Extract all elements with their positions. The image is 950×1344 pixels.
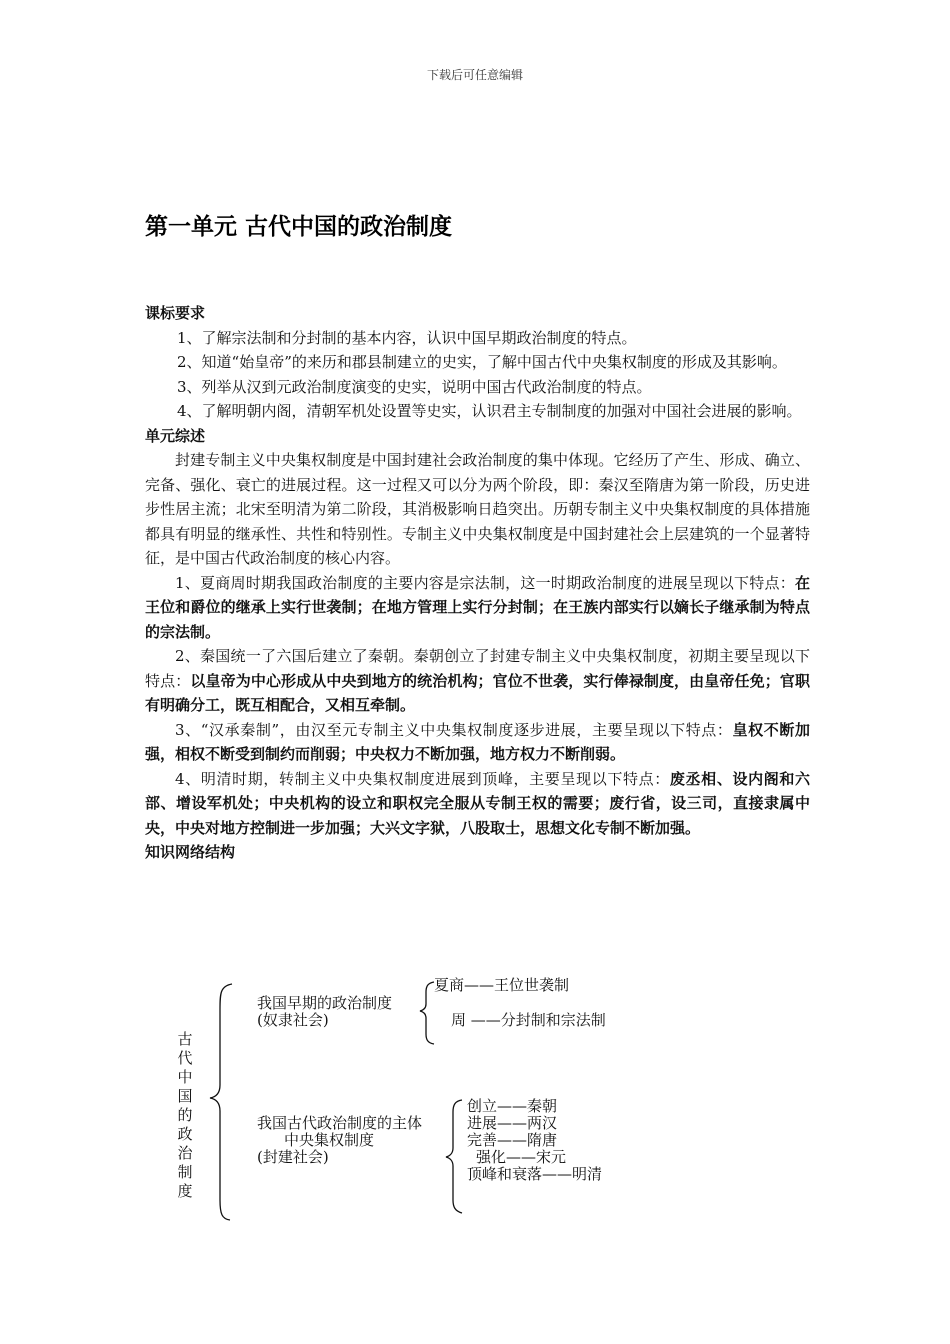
main-label: 我国古代政治制度的主体: [257, 1114, 423, 1132]
main-item: 顶峰和衰落——明清: [467, 1165, 603, 1183]
overview-point: [145, 571, 810, 645]
early-item: 周 ——分封制和宗法制: [451, 1011, 606, 1029]
main-brace: [446, 1100, 462, 1213]
document-body: [145, 301, 810, 865]
main-item: 完善——隋唐: [467, 1131, 558, 1149]
point-text: 3、“汉承秦制”，由汉至元专制主义中央集权制度逐步进展，主要呈现以下特点：: [175, 720, 733, 739]
main-sublabel: 中央集权制度: [284, 1131, 375, 1149]
root-brace: [210, 984, 232, 1220]
main-item: 强化——宋元: [476, 1148, 567, 1166]
point-emphasis: 以皇帝为中心形成从中央到地方的统治机构；官位不世袭，实行俸禄制度，由皇帝任免；官职有明确分工，既互相配合，又相互牵制。: [145, 671, 810, 714]
requirements-heading: 课标要求: [145, 304, 206, 322]
early-item: 夏商——王位世袭制: [434, 976, 570, 994]
main-item: 进展——两汉: [467, 1114, 558, 1132]
page-header: 下载后可任意编辑: [426, 68, 523, 82]
requirement-item: 4、了解明朝内阁，清朝军机处设置等史实，认识君主专制制度的加强对中国社会进展的影响。: [177, 402, 802, 420]
point-text: 2、秦国统一了六国后建立了秦朝。秦朝创立了封建专制主义中央集权制度，初期主要呈现以下特点：: [145, 647, 810, 690]
early-label: 我国早期的政治制度: [257, 994, 393, 1012]
requirement-item: 3、列举从汉到元政治制度演变的史实，说明中国古代政治制度的特点。: [177, 377, 652, 396]
main-item: 创立——秦朝: [467, 1097, 558, 1115]
point-text: 1、夏商周时期我国政治制度的主要内容是宗法制，这一时期政治制度的进展呈现以下特点：: [175, 573, 795, 592]
page-title: 第一单元 古代中国的政治制度: [145, 214, 453, 240]
network-heading: 知识网络结构: [145, 843, 236, 861]
early-brace: [420, 982, 434, 1044]
network-root: 古代中国的政治制度: [177, 1030, 193, 1200]
requirement-item: 1、了解宗法制和分封制的基本内容，认识中国早期政治制度的特点。: [177, 328, 637, 347]
overview-point: [145, 644, 810, 718]
point-emphasis: 皇权不断加强，相权不断受到制约而削弱；中央权力不断加强，地方权力不断削弱。: [145, 720, 810, 763]
point-text: 4、明清时期，转制主义中央集权制度进展到顶峰，主要呈现以下特点：: [175, 769, 670, 788]
overview-heading: 单元综述: [145, 426, 206, 445]
point-emphasis: 在王位和爵位的继承上实行世袭制；在地方管理上实行分封制；在王族内部实行以嫡长子继承制为特点的宗法制。: [145, 573, 810, 641]
requirement-item: 2、知道“始皇帝”的来历和郡县制建立的史实，了解中国古代中央集权制度的形成及其影响。: [177, 353, 787, 371]
point-emphasis: 废丞相、设内阁和六部、增设军机处；中央机构的设立和职权完全服从专制王权的需要；废行省，设三司，直接隶属中央，中央对地方控制进一步加强；大兴文字狱，八股取士，思想文化专制不断加强。: [145, 769, 810, 837]
early-sublabel: (奴隶社会): [257, 1011, 329, 1029]
overview-point: [145, 718, 810, 767]
overview-intro: 封建专制主义中央集权制度是中国封建社会政治制度的集中体现。它经历了产生、形成、确立、完备、强化、衰亡的进展过程。这一过程又可以分为两个阶段，即：秦汉至隋唐为第一阶段，历史进步性居主流；北宋至明清为第二阶段，其消极影响日趋突出。历朝专制主义中央集权制度的具体措施都具有明显的继承性、共性和特别性。专制主义中央集权制度是中国封建社会上层建筑的一个显著特征，是中国古代政治制度的核心内容。: [145, 451, 810, 567]
overview-point: [145, 767, 810, 841]
main-sublabel-2: (封建社会): [257, 1148, 329, 1166]
